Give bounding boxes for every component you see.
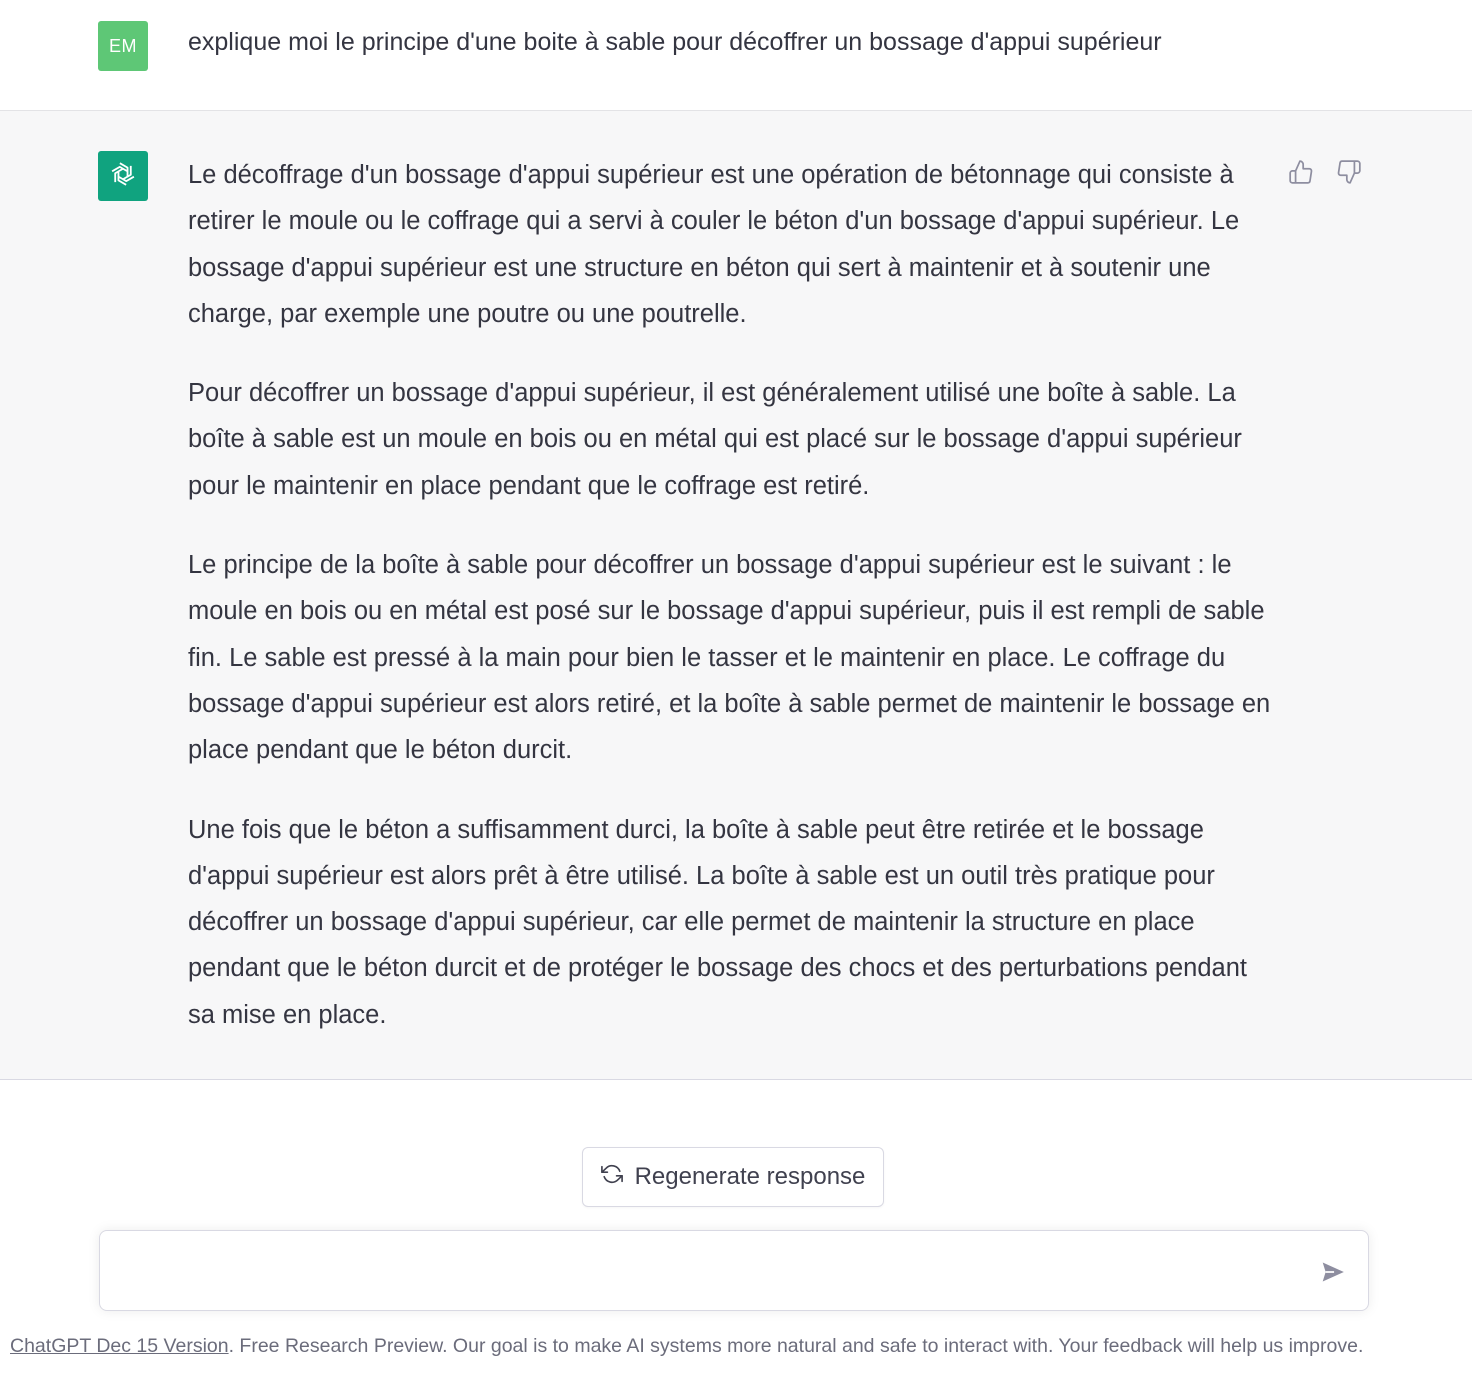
user-message-row — [0, 0, 1472, 111]
answer-paragraph: Pour décoffrer un bossage d'appui supérieur, il est généralement utilisé une boîte à sable. La boîte à sable est un moule en bois ou en métal qui est placé sur le bossage d'appui supérieur pour le maintenir en place pendant que le coffrage est retiré. — [188, 379, 1242, 500]
feedback-buttons — [1286, 157, 1364, 187]
user-avatar-initials: EM — [109, 35, 137, 56]
message-composer — [99, 1230, 1369, 1311]
answer-paragraph: Le principe de la boîte à sable pour décoffrer un bossage d'appui supérieur est le suivant : le moule en bois ou en métal est posé sur le bossage d'appui supérieur, puis il est rempli de sable fin. Le sable est pressé à la main pour bien le tasser et le maintenir en place. Le coffrage du bossage d'appui supérieur est alors retiré, et la boîte à sable permet de maintenir le bossage en place pendant que le béton durcit. — [188, 551, 1271, 765]
regenerate-response-label: Regenerate response — [634, 1163, 866, 1190]
user-message-text: explique moi le principe d'une boite à sable pour décoffrer un bossage d'appui supérieur — [188, 28, 1162, 56]
assistant-message-text — [188, 152, 1278, 1071]
user-avatar — [98, 21, 148, 71]
answer-paragraph: Une fois que le béton a suffisamment durci, la boîte à sable peut être retirée et le bossage d'appui supérieur est alors prêt à être utilisé. La boîte à sable est un outil très pratique pour décoffrer un bossage d'appui supérieur, car elle permet de maintenir la structure en place pendant que le béton durcit et de protéger le bossage des chocs et des perturbations pendant sa mise en place. — [188, 815, 1247, 1029]
assistant-message-row — [0, 111, 1472, 1080]
message-input[interactable] — [120, 1251, 1304, 1295]
send-icon[interactable] — [1318, 1257, 1348, 1287]
thumbs-down-icon[interactable] — [1334, 157, 1364, 187]
regenerate-response-button[interactable] — [582, 1147, 884, 1207]
answer-paragraph: Le décoffrage d'un bossage d'appui supérieur est une opération de bétonnage qui consiste à retirer le moule ou le coffrage qui a servi à couler le béton d'un bossage d'appui supérieur. Le bossage d'appui supérieur est une structure en béton qui sert à maintenir et à soutenir une charge, par exemple une poutre ou une poutrelle. — [188, 161, 1240, 328]
footer-text: . Free Research Preview. Our goal is to make AI systems more natural and safe to interact with. Your feedback will help us improve. — [228, 1335, 1364, 1357]
refresh-icon — [601, 1163, 623, 1192]
version-link[interactable]: ChatGPT Dec 15 Version — [10, 1335, 229, 1357]
thumbs-up-icon[interactable] — [1286, 157, 1316, 187]
openai-logo-icon — [106, 157, 140, 196]
assistant-avatar — [98, 151, 148, 201]
footer-disclaimer — [10, 1332, 1363, 1360]
